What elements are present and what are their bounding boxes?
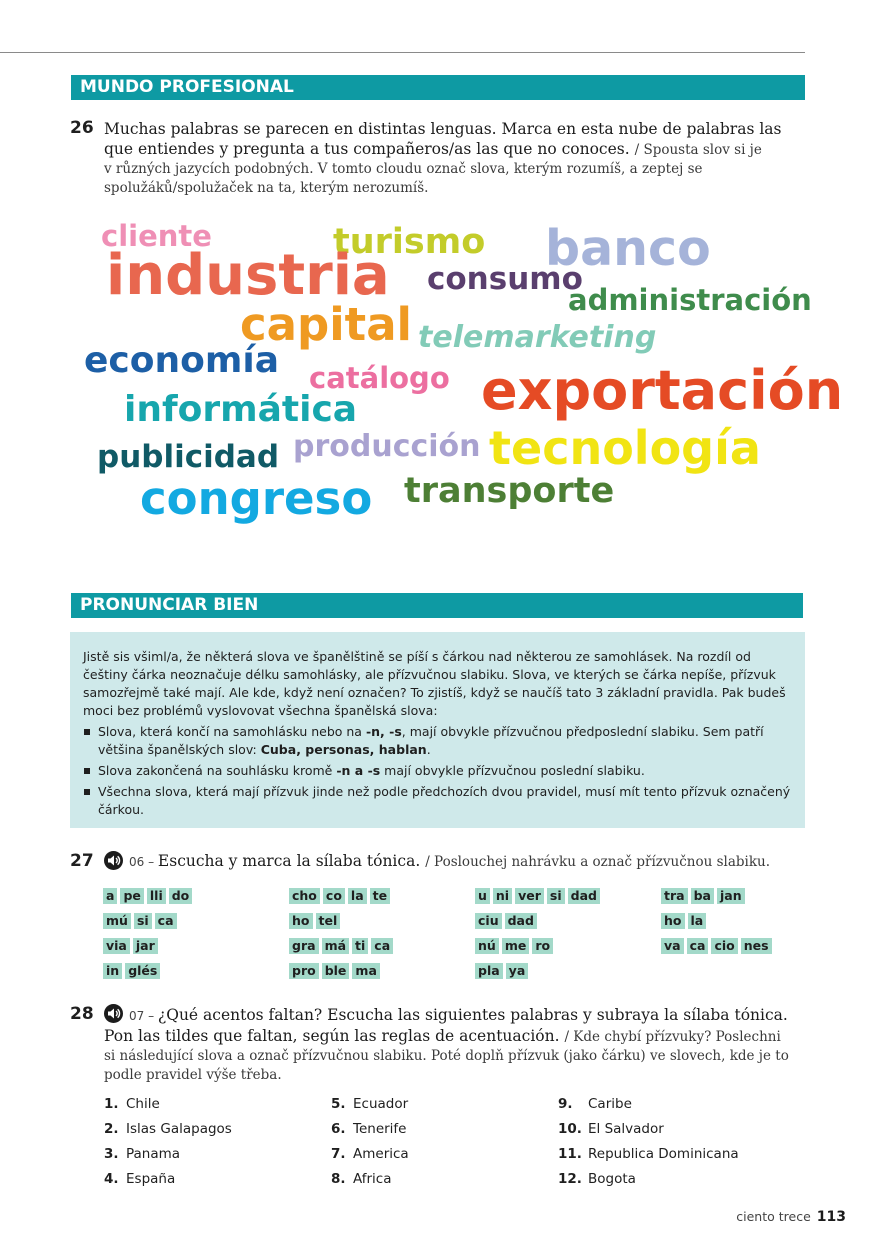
item-number: 5. [331,1096,346,1112]
item-word: España [126,1171,176,1187]
list-item [558,1096,632,1112]
item-number: 8. [331,1171,346,1187]
syllable-chip[interactable]: cho [289,888,320,904]
exercise-27-translation: / Poslouchej nahrávku a označ přízvučnou slabiku. [425,854,771,870]
exercise-27-text: Escucha y marca la sílaba tónica. [157,852,421,870]
syllable-word [661,888,745,904]
exercise-28-instructions-line2 [104,1026,814,1085]
rule-text: Všechna slova, která mají přízvuk jinde než podle předchozích dvou pravidel, musí mít tento přízvuk označený čárkou. [98,784,791,817]
syllable-word [103,963,160,979]
syllable-chip[interactable]: nes [741,938,772,954]
syllable-word [475,963,528,979]
item-number: 12. [558,1171,582,1187]
syllable-chip[interactable]: ca [155,913,177,929]
cloud-word: telemarketing [418,320,657,355]
bullet-square [84,789,90,795]
syllable-word [661,938,772,954]
syllable-chip[interactable]: má [322,938,349,954]
cloud-word: economía [84,340,279,381]
syllable-chip[interactable]: la [688,913,707,929]
item-word: America [353,1146,409,1162]
syllable-chip[interactable]: ciu [475,913,502,929]
exercise-28-translation-a: / Kde chybí přízvuky? Poslechni [564,1029,781,1045]
cloud-word: industria [106,243,390,308]
syllable-chip[interactable]: jar [133,938,158,954]
rule-emphasis: Cuba, personas, hablan [260,742,427,757]
grammar-info-box [70,632,805,828]
syllable-chip[interactable]: do [169,888,193,904]
cloud-word: congreso [140,472,373,525]
top-rule [0,52,805,53]
syllable-word [103,938,158,954]
syllable-word [289,963,380,979]
bullet-square [84,768,90,774]
syllable-chip[interactable]: pla [475,963,503,979]
syllable-word [661,913,706,929]
list-item [104,1096,160,1112]
list-item [558,1121,664,1137]
audio-track-number: 07 [129,1009,145,1023]
syllable-chip[interactable]: ba [691,888,714,904]
syllable-chip[interactable]: pro [289,963,319,979]
syllable-chip[interactable]: ya [506,963,529,979]
exercise-28-text-a: ¿Qué acentos faltan? Escucha las siguientes palabras y subraya la sílaba tónica. [157,1006,788,1024]
syllable-chip[interactable]: ver [515,888,544,904]
section-header-mundo-profesional: MUNDO PROFESIONAL [71,75,805,100]
info-intro: Jistě sis všiml/a, že některá slova ve španělštině se píší s čárkou nad některou ze samohlásek. Na rozdíl od češtiny čárka neoznačuje délku samohlásky, ale přízvučnou slabiku. Slova, ve kterých se čárka nepíše, přízvuk samozřejmě také mají. Ale kde, když není označen? To zjistíš, když se naučíš tato 3 základní pravidla. Pak budeš moci bez problémů vyslovovat všechna španělská slova: [83,649,786,718]
syllable-chip[interactable]: ble [322,963,350,979]
list-item [331,1146,409,1162]
exercise-28-translation-b: si následující slova a označ přízvučnou slabiku. Poté doplň přízvuk (jako čárku) ve slovech, kde je to podle pravidel výše třeba. [104,1048,789,1083]
syllable-chip[interactable]: glés [125,963,160,979]
syllable-word [475,913,537,929]
rule-text: . [426,742,431,757]
syllable-chip[interactable]: ni [493,888,512,904]
cloud-word: consumo [427,261,583,297]
exercise-27-instructions: 06 – Escucha y marca la sílaba tónica. / Poslouchej nahrávku a označ přízvučnou slabiku. [129,852,771,870]
exercise-number: 27 [70,851,94,871]
syllable-chip[interactable]: dad [568,888,600,904]
list-item [104,1146,180,1162]
syllable-chip[interactable]: ca [371,938,393,954]
list-item [104,1171,175,1187]
syllable-chip[interactable]: si [134,913,152,929]
syllable-chip[interactable]: ro [532,938,553,954]
rule-text: Slova, která končí na samohlásku nebo na [98,724,366,739]
item-number: 7. [331,1146,346,1162]
exercise-26-translation-a: / Spousta slov si je [634,142,762,158]
item-number: 9. [558,1096,573,1112]
item-number: 1. [104,1096,119,1112]
list-item [331,1096,408,1112]
syllable-chip[interactable]: ca [687,938,709,954]
syllable-chip[interactable]: in [103,963,122,979]
exercise-number: 28 [70,1004,94,1024]
page-label: ciento trece [736,1209,811,1224]
syllable-chip[interactable]: la [348,888,367,904]
syllable-chip[interactable]: va [661,938,684,954]
syllable-chip[interactable]: co [323,888,345,904]
item-number: 3. [104,1146,119,1162]
audio-speaker-icon[interactable] [104,1004,123,1023]
rule-item [83,762,791,780]
syllable-chip[interactable]: pe [120,888,143,904]
item-word: El Salvador [588,1121,664,1137]
audio-speaker-icon[interactable] [104,851,123,870]
syllable-chip[interactable]: mú [103,913,131,929]
cloud-word: cliente [101,219,212,253]
cloud-word: exportación [481,359,844,422]
list-item [104,1121,232,1137]
syllable-chip[interactable]: jan [717,888,745,904]
cloud-word: transporte [404,471,615,511]
rules-list [83,723,791,819]
item-word: Caribe [588,1096,632,1112]
cloud-word: capital [240,298,412,351]
item-word: Bogota [588,1171,636,1187]
syllable-chip[interactable]: ho [661,913,685,929]
syllable-chip[interactable]: si [547,888,565,904]
syllable-word [289,913,340,929]
item-word: Panama [126,1146,181,1162]
rule-emphasis: -n a -s [336,763,381,778]
item-word: Islas Galapagos [126,1121,232,1137]
syllable-chip[interactable]: lli [147,888,166,904]
cloud-word: administración [568,283,812,317]
exercise-number: 26 [70,118,94,138]
exercise-26-instructions [104,119,814,198]
syllable-chip[interactable]: ti [352,938,368,954]
syllable-chip[interactable]: u [475,888,490,904]
audio-track-number: 06 [129,855,145,869]
rule-item [83,783,791,819]
syllable-word [289,938,393,954]
cloud-word: banco [545,220,711,277]
item-number: 11. [558,1146,582,1162]
syllable-chip[interactable]: cio [711,938,737,954]
syllable-chip[interactable]: ho [289,913,313,929]
section-header-pronunciar-bien: PRONUNCIAR BIEN [71,593,803,618]
cloud-word: turismo [333,222,486,262]
item-number: 6. [331,1121,346,1137]
item-number: 2. [104,1121,119,1137]
syllable-chip[interactable]: dad [505,913,537,929]
cloud-word: catálogo [309,361,450,395]
rule-text: mají obvykle přízvučnou poslední slabiku. [380,763,645,778]
item-word: Chile [126,1096,160,1112]
exercise-26-text: Muchas palabras se parecen en distintas lenguas. Marca en esta nube de palabras las que entiendes y pregunta a tus compañeros/as las que no conoces. [104,120,782,158]
syllable-chip[interactable]: te [370,888,390,904]
list-item [558,1171,636,1187]
syllable-chip[interactable]: ma [352,963,379,979]
syllable-chip[interactable]: via [103,938,130,954]
page-footer [736,1209,846,1225]
item-word: Ecuador [353,1096,409,1112]
syllable-word [475,938,553,954]
list-item [331,1171,392,1187]
syllable-chip[interactable]: me [502,938,530,954]
cloud-word: producción [293,429,481,464]
page-number: 113 [816,1209,846,1225]
item-number: 4. [104,1171,119,1187]
cloud-word: tecnología [489,421,761,475]
item-word: Republica Dominicana [588,1146,739,1162]
cloud-word: informática [124,389,358,430]
item-number: 10. [558,1121,582,1137]
list-item [558,1146,739,1162]
cloud-word: publicidad [97,439,280,475]
syllable-chip[interactable]: gra [289,938,319,954]
syllable-word [103,913,177,929]
syllable-word [289,888,390,904]
exercise-28-text-b: Pon las tildes que faltan, según las reglas de acentuación. [104,1027,560,1045]
rule-text: Slova zakončená na souhlásku kromě [98,763,337,778]
rule-item [83,723,791,759]
bullet-square [84,729,90,735]
exercise-26-translation-b: v různých jazycích podobných. V tomto cloudu označ slova, kterým rozumíš, a zeptej se spolužáků/spolužaček na ta, kterým nerozumíš. [104,161,703,196]
syllable-chip[interactable]: nú [475,938,499,954]
syllable-chip[interactable]: tel [316,913,341,929]
exercise-28-instructions-line1: 07 – ¿Qué acentos faltan? Escucha las siguientes palabras y subraya la sílaba tónica. [129,1006,788,1024]
list-item [331,1121,406,1137]
item-word: Africa [353,1171,392,1187]
item-word: Tenerife [353,1121,407,1137]
rule-emphasis: -n, -s [365,724,402,739]
rule-text: , mají obvykle přízvučnou předposlední slabiku. Sem patří většina španělských slov: [98,724,764,757]
syllable-word [475,888,600,904]
syllable-chip[interactable]: a [103,888,117,904]
syllable-chip[interactable]: tra [661,888,688,904]
syllable-word [103,888,192,904]
